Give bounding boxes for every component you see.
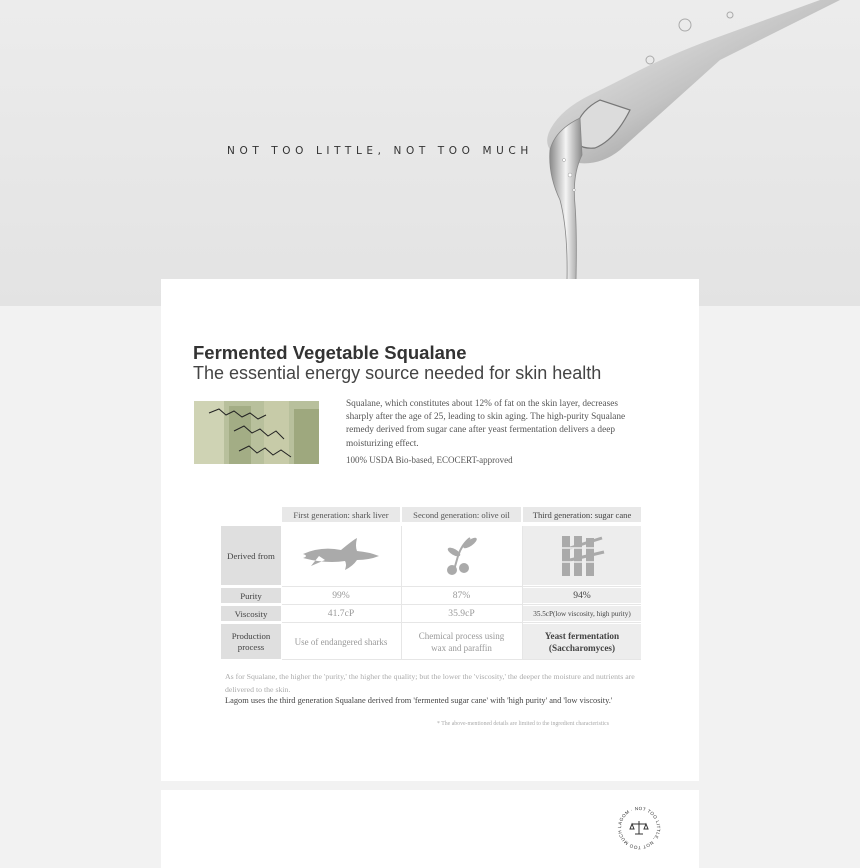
content-card [161, 279, 699, 781]
certification-text: 100% USDA Bio-based, ECOCERT-approved [346, 455, 513, 465]
section-subtitle: The essential energy source needed for skin health [193, 363, 602, 383]
production-second: Chemical process using wax and paraffin [418, 630, 505, 653]
shark-icon [282, 526, 400, 585]
table-divider [282, 622, 641, 623]
sugar-cane-molecule-image [194, 401, 319, 464]
lagom-logo-text: LAGOM · NOT TOO LITTLE, NOT TOO MUCH [616, 805, 662, 851]
production-third: Yeast fermentation (Saccharomyces) [523, 624, 641, 659]
section-description: Squalane, which constitutes about 12% of fat on the skin layer, decreases sharply after the age of 25, leading to skin aging. The high-purity Squalane remedy derived from sugar cane after yeast fermentation delivers a deep moisturizing effect. [346, 399, 626, 449]
purity-first: 99% [332, 590, 350, 601]
sugar-cane-icon [523, 526, 641, 585]
table-header-third: Third generation: sugar cane [523, 507, 641, 522]
row-label-viscosity: Viscosity [221, 606, 281, 621]
hero-tagline: NOT TOO LITTLE, NOT TOO MUCH [227, 145, 533, 157]
production-first: Use of endangered sharks [294, 636, 388, 647]
note-text: As for Squalane, the higher the 'purity,' the higher the quality; but the lower the 'viscosity,' the deeper the moisture and nutrients are delivered to the skin. [225, 672, 635, 694]
lagom-logo [615, 804, 663, 852]
olive-icon [402, 526, 521, 585]
squalane-dropper-image [520, 0, 860, 280]
scale-icon [630, 821, 648, 834]
table-divider [282, 586, 641, 587]
table-divider [282, 659, 641, 660]
table-divider [401, 526, 402, 659]
row-label-production: Production process [221, 624, 281, 659]
table-divider [282, 604, 641, 605]
note-conclusion: Lagom uses the third generation Squalane derived from 'fermented sugar cane' with 'high purity' and 'low viscosity.' [225, 696, 613, 705]
row-label-derived: Derived from [221, 526, 281, 585]
table-header-first: First generation: shark liver [282, 507, 400, 522]
table-header-second: Second generation: olive oil [402, 507, 521, 522]
section-title: Fermented Vegetable Squalane [193, 342, 467, 363]
purity-second: 87% [452, 590, 471, 601]
purity-third: 94% [523, 588, 641, 603]
table-divider [522, 526, 523, 659]
viscosity-third: 35.5cP(low viscosity, high purity) [523, 606, 641, 621]
footnote: * The above-mentioned details are limited to the ingredient characteristics [437, 721, 609, 727]
row-label-purity: Purity [221, 588, 281, 603]
viscosity-second: 35.9cP [448, 608, 475, 619]
hero-banner [0, 0, 860, 306]
viscosity-first: 41.7cP [327, 608, 355, 619]
